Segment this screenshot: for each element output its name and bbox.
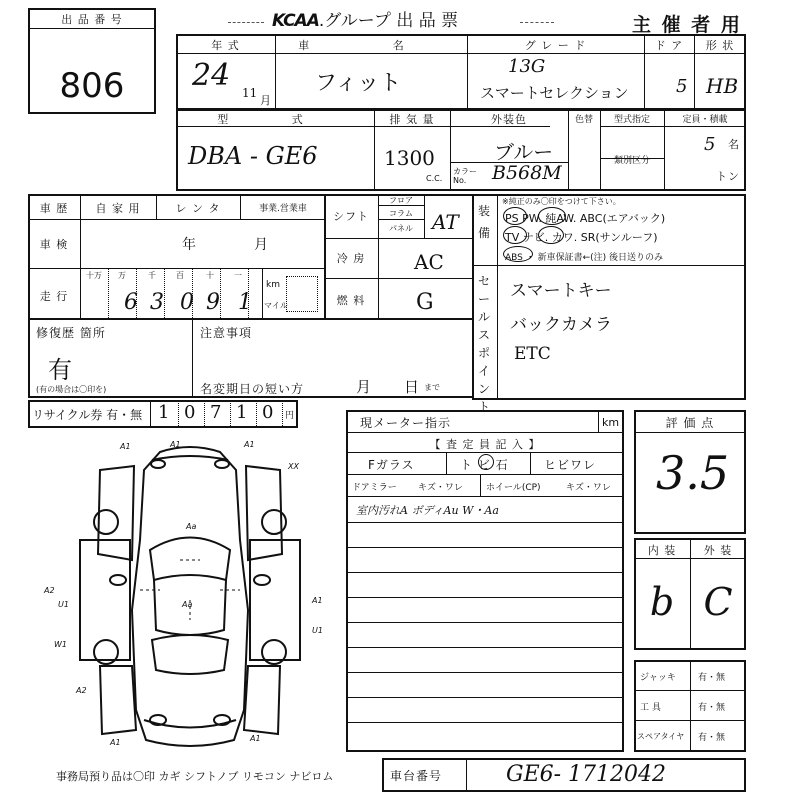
damage-mark-9: A1 [312,596,323,605]
wheel-options: キズ・ワレ [566,483,611,493]
equipment-line-1: PS PW. 純AW. ABC(エアバック) [505,212,666,225]
year-value: 24 [192,58,231,93]
place-label-100: 百 [176,271,184,280]
inspection-year-unit: 年 [182,237,197,253]
inspector-comment: 室内汚れA ボディAu W・Aa [356,504,499,517]
damage-mark-3: A1 [244,440,255,449]
sales-point-3: ETC [514,344,551,364]
tool-spare-value: 有・無 [698,733,726,743]
shift-option-panel: パネル [389,224,413,233]
equipment-circle-navi [538,226,564,244]
load-unit: トン [716,170,740,183]
mileage-digit-1: 6 [124,290,138,315]
history-label: 車 歴 [39,202,69,215]
sales-point-1: スマートキー [510,281,612,301]
grade-line-2: スマートセレクション [480,84,629,102]
fuel-label: 燃 料 [336,294,366,307]
grade-line-1: 13G [508,56,546,77]
damage-mark-8: W1 [54,640,67,649]
year-label: 年 式 [211,39,240,52]
mirror-options: キズ・ワレ [418,483,463,493]
history-option-rental: レ ン タ [175,202,221,215]
color-change-label: 色替 [574,115,593,125]
damage-mark-5: Aa [186,522,197,531]
recycle-digit-3: 7 [210,402,222,423]
history-option-business: 事業.営業車 [259,204,307,214]
mileage-unit-mile: マイル [264,301,288,310]
month-value: 11 [242,86,258,100]
recycle-digit-2: 0 [184,402,196,423]
damage-mark-7: U1 [58,600,69,609]
damage-mark-10: U1 [312,626,323,635]
interior-value: b [649,580,675,624]
mileage-digit-3: 0 [180,290,194,315]
month-unit: 月 [260,94,272,107]
shift-value: AT [432,210,459,234]
exterior-value: C [703,580,733,624]
type-cert-label: 型式指定 [613,115,650,125]
repair-label: 修復歴 箇所 [36,326,106,340]
interior-label: 内 装 [647,544,677,557]
damage-mark-4: XX [288,462,299,471]
equipment-note: ※純正のみ〇印をつけて下さい。 [502,197,621,206]
glass-circle [478,454,494,470]
place-label-100k: 十万 [86,271,102,280]
repair-value: 有 [48,356,72,384]
shift-option-floor: フロア [389,196,413,205]
history-option-private: 自 家 用 [95,202,141,215]
capacity-label: 定員・積載 [682,115,728,125]
shift-option-column: コラム [389,209,413,218]
shift-label: シフト [333,210,369,223]
copy-label: 主 催 者 用 [632,14,742,36]
lot-number-value: 806 [59,66,125,106]
lot-number-label: 出 品 番 号 [61,13,123,26]
equipment-line-2: TV ナビ. カワ. SR(サンルーフ) [505,231,658,244]
mileage-digit-4: 9 [206,290,220,315]
damage-mark-14: A1 [250,734,261,743]
place-label-1: 一 [234,271,242,280]
plate-until: まで [424,383,440,392]
wheel-label: ホイール(CP) [486,483,541,493]
car-name-value: フィット [315,71,402,96]
damage-mark-13: A1 [110,738,121,747]
glass-options: ト ビ 石 [460,458,509,472]
fuel-value: G [416,290,434,315]
damage-mark-11: A2 [76,686,87,695]
plate-month-unit: 月 [356,378,373,396]
doc-title: KCAA.グループ 出 品 票 [272,11,459,31]
chassis-value: GE6- 1712042 [506,762,667,787]
equipment-label: 装 備 [478,204,491,240]
inspector-title: 【 査 定 員 記 入 】 [429,438,541,451]
plate-day-unit: 日 [404,378,421,396]
score-label: 評 価 点 [665,416,715,430]
tool-kit-label: 工 具 [640,703,661,713]
inspection-month-unit: 月 [254,237,269,253]
damage-mark-1: A1 [120,442,131,451]
inspection-label: 車 検 [39,238,69,251]
exterior-color-value: ブルー [494,140,554,164]
meter-label: 現メーター指示 [360,416,452,430]
place-label-1k: 千 [148,271,156,280]
exterior-label: 外 装 [703,544,733,557]
tool-jack-label: ジャッキ [640,673,676,683]
office-note: 事務局預り品は〇印 カギ シフトノブ リモコン ナビロム [56,770,334,783]
recycle-digit-4: 1 [236,402,248,423]
place-label-10k: 万 [118,271,126,280]
notes-label: 注意事項 [200,326,253,340]
grade-label: グ レ ー ド [524,39,587,52]
sales-point-2: バックカメラ [510,315,612,335]
sales-points-label: セールスポイント [478,274,491,414]
tool-spare-label: スペアタイヤ [637,732,685,741]
recycle-digit-5: 0 [262,402,274,423]
doors-value: 5 [676,76,688,97]
damage-mark-6: A2 [44,586,55,595]
damage-mark-12: Aa [182,600,193,609]
repair-note: (有の場合は〇印を) [36,385,107,394]
recycle-unit: 円 [285,411,295,421]
capacity-value: 5 [704,134,716,155]
damage-mark-2: A1 [170,440,181,449]
place-label-10: 十 [206,271,214,280]
equipment-circle-pw [538,207,566,225]
displacement-value: 1300 [384,146,435,170]
model-value: DBA - GE6 [188,142,318,170]
doors-label: ド ア [654,39,684,52]
tool-kit-value: 有・無 [698,703,726,713]
mileage-digit-2: 3 [150,290,164,315]
mirror-label: ドアミラー [352,483,397,493]
meter-unit: km [602,416,620,429]
ac-value: AC [414,250,444,274]
equipment-circle-ps [503,207,527,225]
mileage-label: 走 行 [39,290,69,303]
plate-change-label: 名変期日の短い方 [200,382,305,396]
score-value: 3.5 [656,446,730,500]
exterior-color-label: 外装色 [491,113,527,126]
brand-logo: KCAA [272,11,319,31]
glass-label: Fガラス [368,458,415,472]
shape-label: 形 状 [705,39,735,52]
equipment-circle-abs [503,246,533,262]
shape-value: HB [706,74,739,98]
crack-label: ヒビワレ [544,458,597,472]
displacement-label: 排 気 量 [389,113,435,126]
class-label: 類別区分 [613,156,650,166]
color-no-value: B568M [492,162,562,184]
recycle-digit-1: 1 [158,402,170,423]
capacity-unit: 名 [728,138,740,151]
equipment-line-3: ABS ・ 新車保証書←(注) 後日送りのみ [505,253,664,263]
chassis-label: 車台番号 [390,769,443,783]
mileage-digit-5: 1 [238,290,252,315]
model-label: 型 式 [217,113,333,126]
ac-label: 冷 房 [336,252,366,265]
equipment-circle-tv [503,226,527,244]
tool-jack-value: 有・無 [698,673,726,683]
color-no-label: カラー No. [453,167,477,185]
name-label: 車 名 [298,39,444,52]
recycle-label: リサイクル券 有・無 [32,408,143,422]
mileage-unit-km: km [266,280,280,290]
displacement-unit: C.C. [426,174,443,183]
